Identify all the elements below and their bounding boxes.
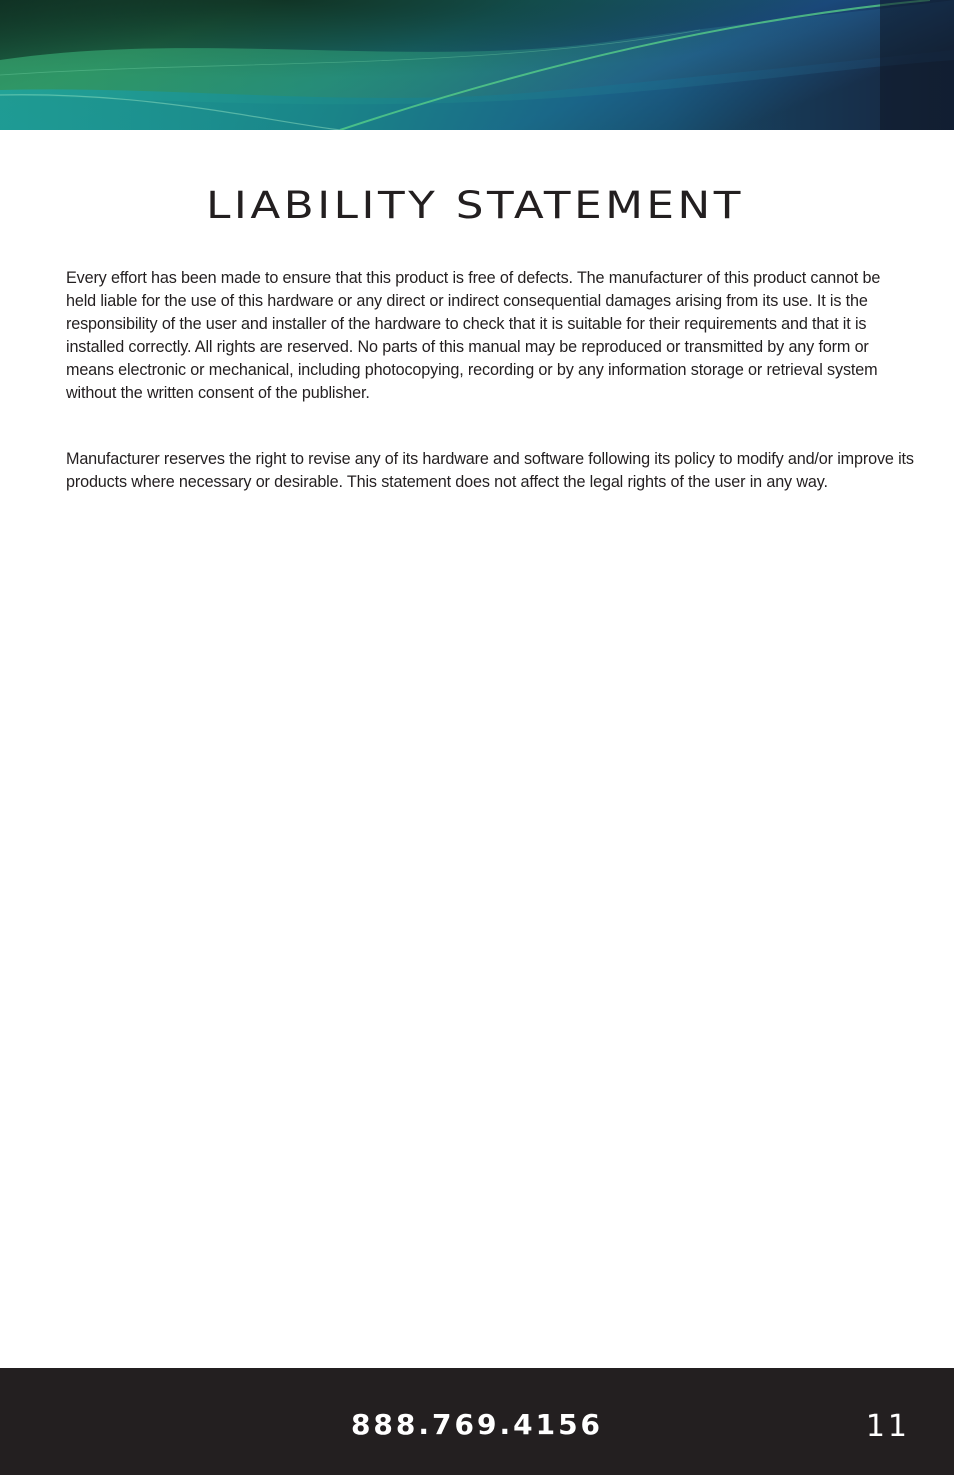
page-title: LIABILITY STATEMENT: [206, 184, 744, 227]
liability-paragraph-1: Every effort has been made to ensure that this product is free of defects. The manufacturer of this product cannot be held liable for the use of this hardware or any direct or indirect consequential damages arising from its use. It is the responsibility of the user and installer of the hardware to check that it is suitable for their requirements and that it is installed correctly. All rights are reserved. No parts of this manual may be reproduced or transmitted by any form or means electronic or mechanical, including photocopying, recording or by any information storage or retrieval system without the written consent of the publisher.: [66, 269, 881, 402]
page-number: 11: [865, 1409, 910, 1444]
header-banner-graphic: [0, 0, 954, 130]
header-banner: [0, 0, 954, 130]
phone-number: 888.769.4156: [350, 1408, 604, 1441]
liability-paragraph-2: Manufacturer reserves the right to revise any of its hardware and software following its policy to modify and/or improve its products where necessary or desirable. This statement does not affect the legal rights of the user in any way.: [66, 450, 914, 491]
